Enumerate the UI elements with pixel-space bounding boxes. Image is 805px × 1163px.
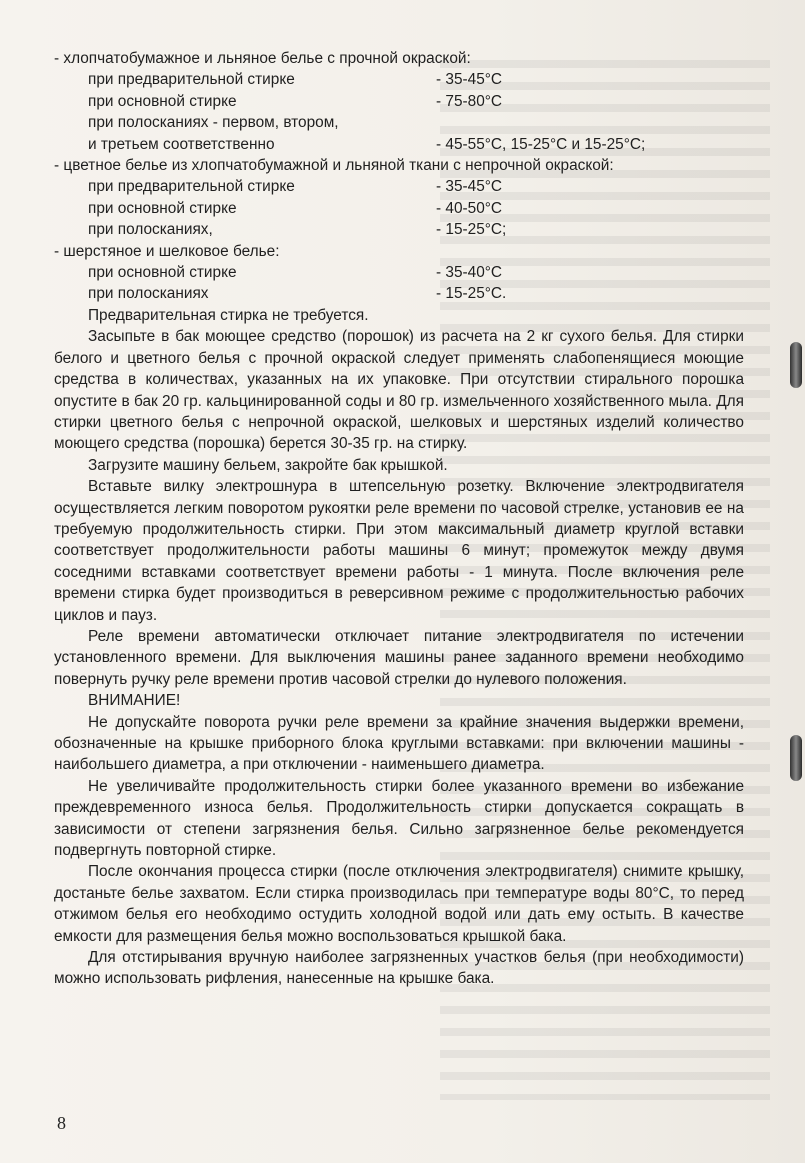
temp-row: и третьем соответственно - 45-55°C, 15-25°C и 15-25°C; <box>88 135 646 153</box>
temp-row: при полосканиях - первом, втором, <box>88 114 339 132</box>
section-title: - цветное белье из хлопчатобумажной и льняной ткани с непрочной окраской: <box>54 157 614 175</box>
section-title: - шерстяное и шелковое белье: <box>54 242 280 260</box>
binding-clip-bottom <box>790 735 802 781</box>
attention-heading: ВНИМАНИЕ! <box>88 692 181 710</box>
paragraph-after-wash: После окончания процесса стирки (после отключения электродвигателя) снимите крышку, достаньте белье захватом. Если стирка производилась при температуре воды 80°C, то перед отжимом белья его необходимо остудить холодной водой или дать ему остыть. В качестве емкости для размещения белья можно воспользоваться крышкой бака. <box>54 863 744 945</box>
note-prewash: Предварительная стирка не требуется. <box>88 306 369 324</box>
binding-clip-top <box>790 342 802 388</box>
section-title: - хлопчатобумажное и льняное белье с прочной окраской: <box>54 50 471 67</box>
page-number: 8 <box>57 1113 66 1133</box>
temp-row: при полосканиях, - 15-25°C; <box>88 221 507 239</box>
temp-row: при полосканиях - 15-25°C. <box>88 285 507 303</box>
temp-row: при предварительной стирке - 35-45°C <box>88 178 503 196</box>
paragraph-plug: Вставьте вилку электрошнура в штепсельную розетку. Включение электродвигателя осуществляется легким поворотом рукоятки реле времени по часовой стрелке, установив ее на требуемую продолжительность стирки. При этом максимальный диаметр круглой вставки соответствует продолжительности работы машины 6 минут; промежуток между двумя соседними вставками соответствует времени работы - 1 минута. После включения реле времени стирка будет производиться в реверсивном режиме с продолжительностью рабочих циклов и пауз. <box>54 478 744 624</box>
paragraph-warning-1: Не допускайте поворота ручки реле времени за крайние значения выдержки времени, обозначенные на крышке приборного блока круглыми вставками: при включении машины - наибольшего диаметра, а при отключении - наименьшего диаметра. <box>54 713 744 774</box>
document-body <box>54 48 744 990</box>
paragraph-manual: Для отстирывания вручную наиболее загрязненных участков белья (при необходимости) можно использовать рифления, нанесенные на крышке бака. <box>54 949 744 988</box>
temp-row: при основной стирке - 35-40°C <box>88 264 503 282</box>
paragraph-load: Загрузите машину бельем, закройте бак крышкой. <box>88 456 448 474</box>
paragraph-warning-2: Не увеличивайте продолжительность стирки более указанного времени во избежание преждевременного износа белья. Продолжительность стирки допускается сокращать в зависимости от степени загрязнения белья. Сильно загрязненное белье рекомендуется подвергнуть повторной стирке. <box>54 777 744 860</box>
temp-row: при основной стирке - 75-80°C <box>88 92 503 110</box>
paragraph-detergent: Засыпьте в бак моющее средство (порошок) из расчета на 2 кг сухого белья. Для стирки белого и цветного белья с прочной окраской следует применять слабопенящиеся моющие средства в количествах, указанных на их упаковке. При отсутствии стирального порошка опустите в бак 20 гр. кальцинированной соды и 80 гр. измельченного хозяйственного мыла. Для стирки цветного белья с непрочной окраской, шелковых и шерстяных изделий количество моющего средства (порошка) берется 30-35 гр. на стирку. <box>54 328 744 453</box>
paragraph-relay: Реле времени автоматически отключает питание электродвигателя по истечении установленного времени. Для выключения машины ранее заданного времени необходимо повернуть ручку реле времени против часовой стрелки до нулевого положения. <box>54 627 744 688</box>
temp-row: при предварительной стирке - 35-45°C <box>88 71 503 89</box>
temp-row: при основной стирке - 40-50°C <box>88 199 503 217</box>
